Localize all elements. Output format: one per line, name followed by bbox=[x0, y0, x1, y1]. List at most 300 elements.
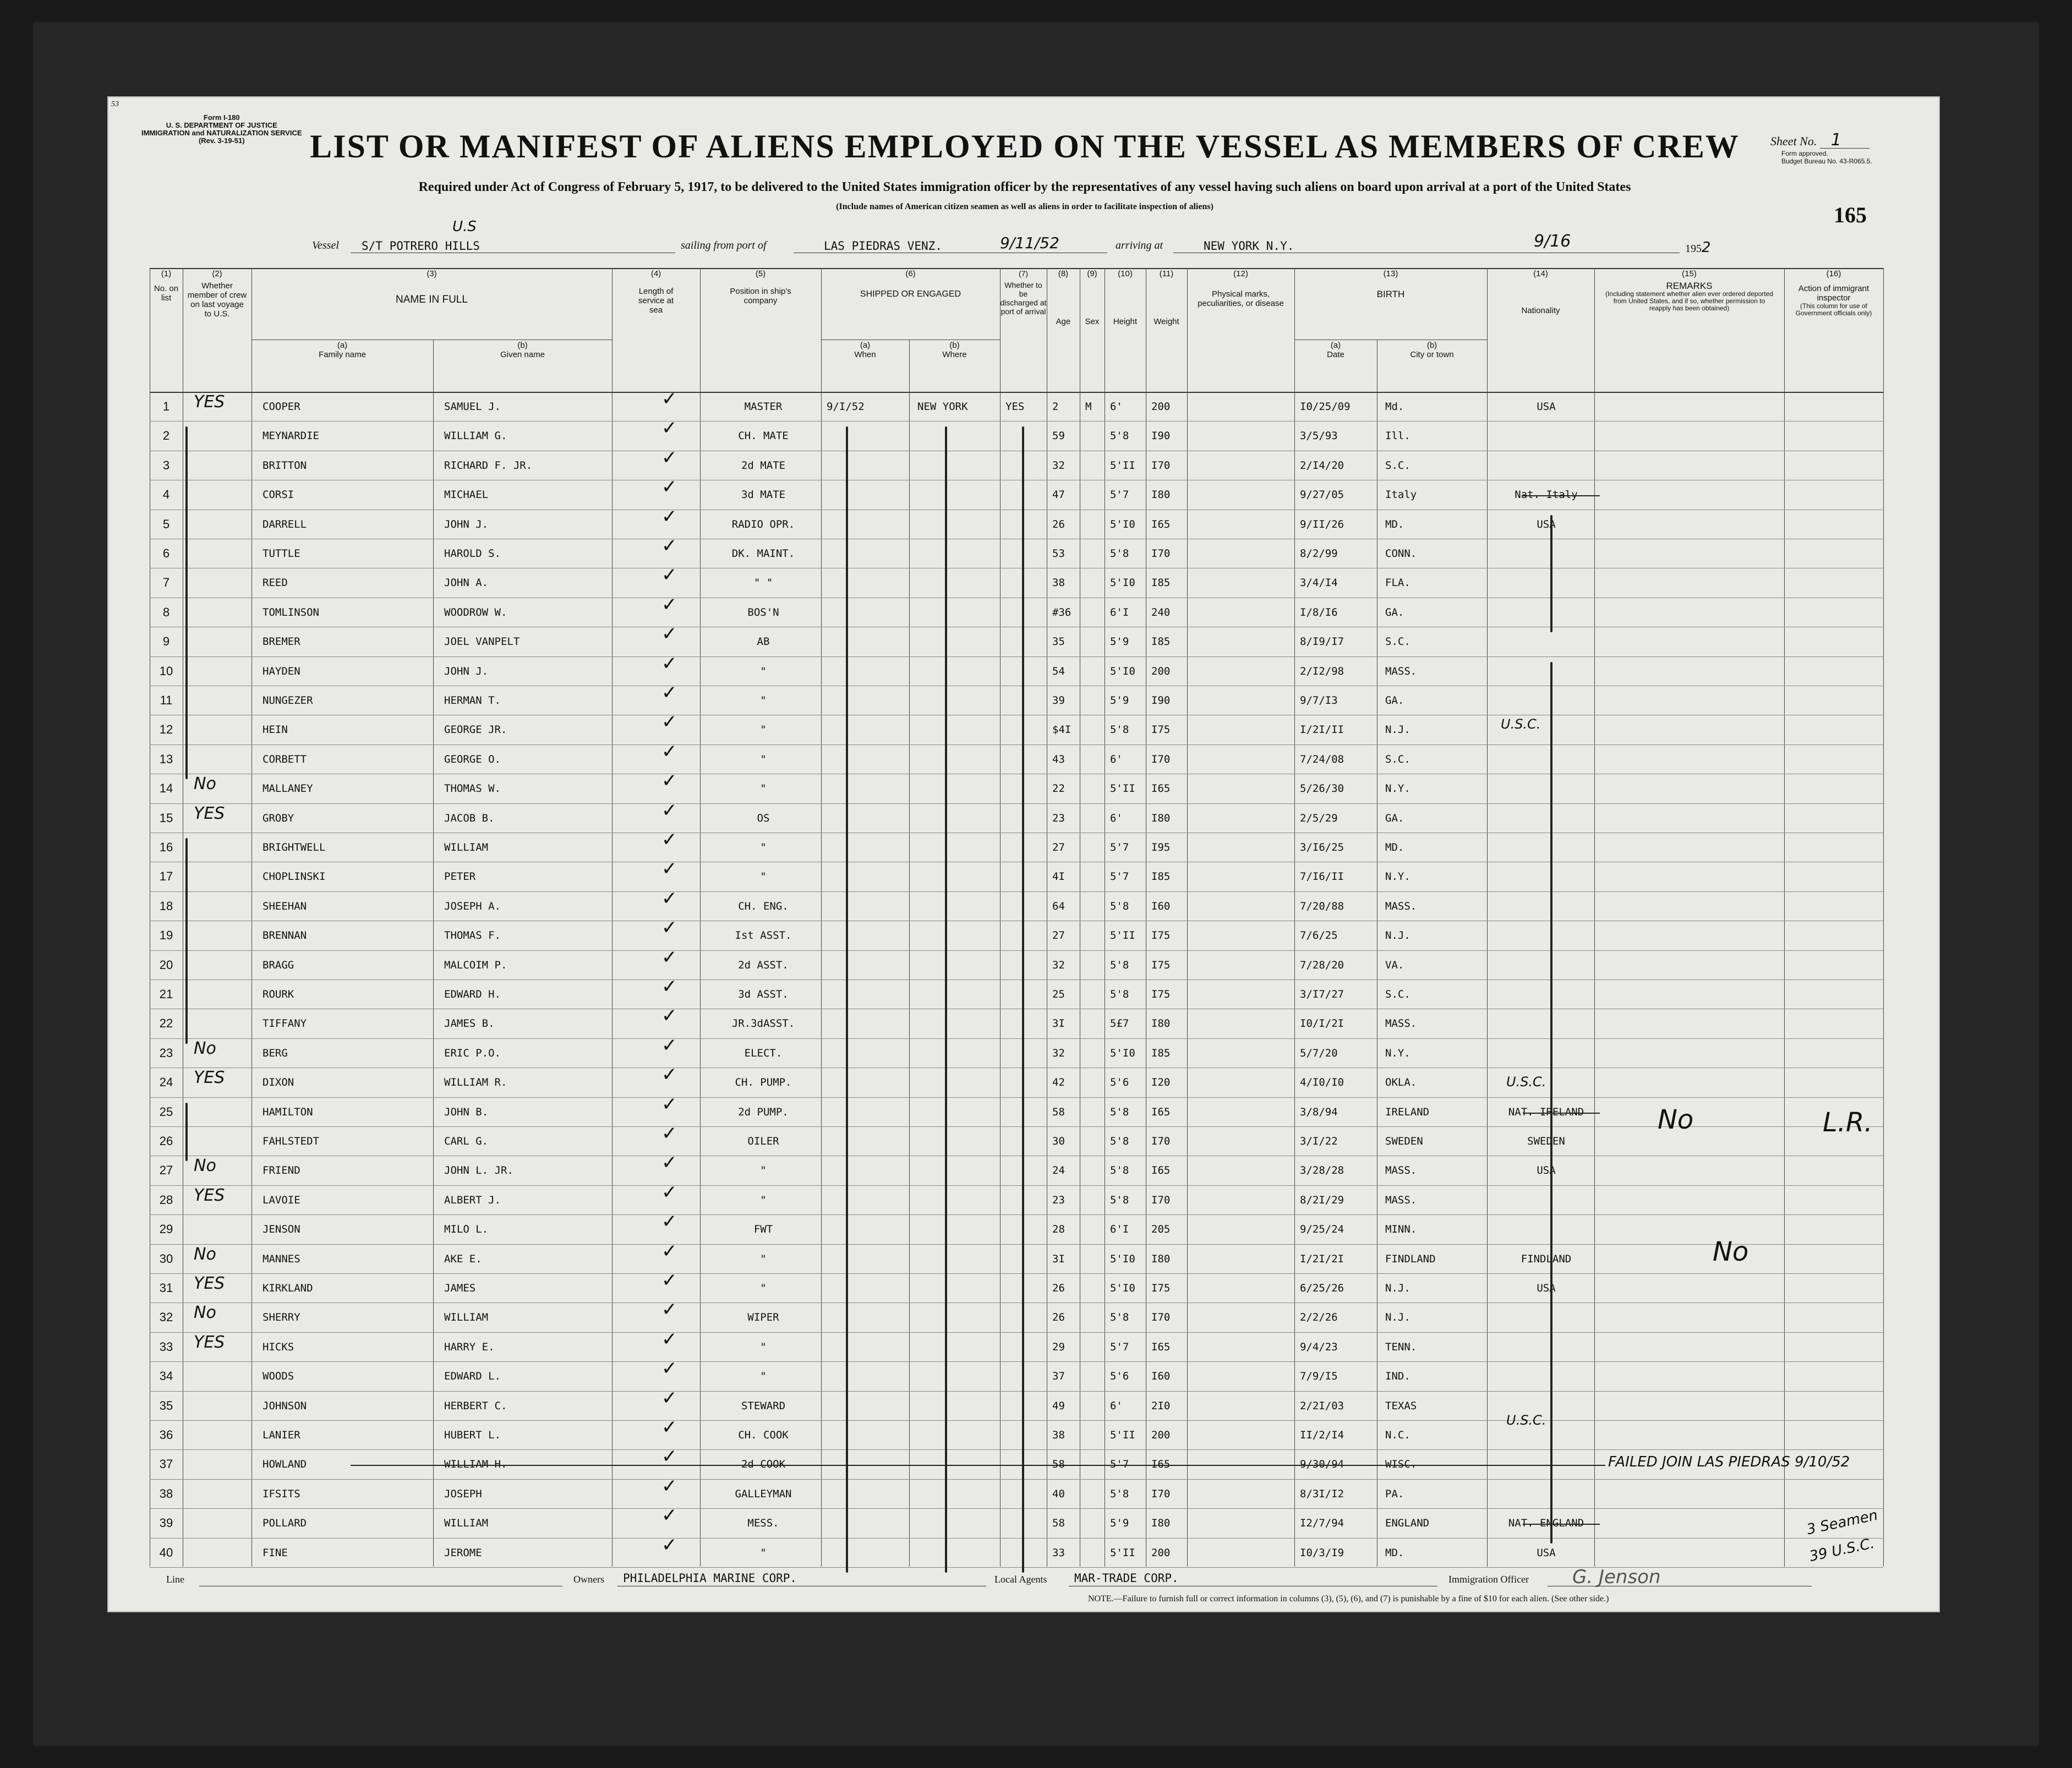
header-birth bbox=[1294, 269, 1487, 393]
row-rule bbox=[150, 1420, 1883, 1421]
cell-nat: NAT. IRELAND bbox=[1508, 1105, 1584, 1118]
cell-height: 5'8 bbox=[1110, 988, 1129, 1000]
cell-given: JOHN B. bbox=[444, 1105, 489, 1118]
cell-no: 21 bbox=[159, 987, 173, 1001]
cell-bcity: FINDLAND bbox=[1385, 1252, 1436, 1265]
cell-nat: USA bbox=[1537, 518, 1556, 530]
service-check-mark: ✓ bbox=[661, 1093, 677, 1115]
cell-no: 10 bbox=[159, 664, 173, 678]
cell-given: EDWARD H. bbox=[444, 988, 501, 1000]
owners: PHILADELPHIA MARINE CORP. bbox=[623, 1572, 797, 1585]
cell-given: HERBERT C. bbox=[444, 1399, 507, 1412]
cell-position: AB bbox=[757, 636, 770, 648]
header-text: Whether to be discharged at port of arrival bbox=[1000, 281, 1047, 316]
cell-bdate: 7/I6/II bbox=[1300, 871, 1344, 883]
officer-label: Immigration Officer bbox=[1448, 1574, 1529, 1585]
cell-family: CORBETT bbox=[263, 753, 307, 765]
cell-family: JOHNSON bbox=[263, 1399, 307, 1412]
cell-given: JOHN L. JR. bbox=[444, 1164, 513, 1177]
header-sub: (Including statement whether alien ever ordered deported from United States, and if so, whether permission to reapply has been obtained) bbox=[1605, 290, 1773, 312]
cell-nat: Nat. Italy bbox=[1515, 489, 1578, 501]
cell-given: JOSEPH A. bbox=[444, 900, 501, 912]
cell-age: 28 bbox=[1052, 1223, 1065, 1236]
cell-position: 2d PUMP. bbox=[738, 1105, 789, 1118]
cell-position: " bbox=[760, 694, 767, 707]
hamilton-nat-correction: U.S.C. bbox=[1506, 1074, 1546, 1090]
cell-position: " bbox=[760, 1340, 767, 1353]
cell-given: WOODROW W. bbox=[444, 606, 507, 618]
ditto-stroke bbox=[1550, 662, 1552, 1543]
cell-family: IFSITS bbox=[263, 1487, 300, 1500]
cell-bcity: MASS. bbox=[1385, 1194, 1417, 1206]
cell-age: 37 bbox=[1052, 1370, 1065, 1383]
cell-weight: I65 bbox=[1151, 1164, 1171, 1177]
service-check-mark: ✓ bbox=[661, 946, 677, 968]
header-num: (4) bbox=[650, 269, 661, 278]
cell-bdate: 4/I0/I0 bbox=[1300, 1076, 1344, 1089]
header-text: SHIPPED OR ENGAGED bbox=[860, 289, 961, 299]
cell-age: 32 bbox=[1052, 959, 1065, 971]
cell-height: 5'I0 bbox=[1110, 518, 1135, 530]
cell-age: 25 bbox=[1052, 988, 1065, 1000]
revision: (Rev. 3-19-51) bbox=[198, 136, 245, 145]
cell-no: 17 bbox=[159, 869, 173, 884]
subnote: (Include names of American citizen seamen as well as aliens in order to facilitate inspection of aliens) bbox=[836, 202, 1213, 211]
cell-position: MASTER bbox=[744, 401, 783, 413]
cell-height: 5'6 bbox=[1110, 1076, 1129, 1089]
cell-no: 3 bbox=[162, 458, 170, 472]
cell-position: " bbox=[760, 724, 767, 736]
cell-no: 35 bbox=[159, 1398, 173, 1413]
cell-age: 29 bbox=[1052, 1340, 1065, 1353]
cell-weight: I75 bbox=[1151, 988, 1171, 1000]
service-check-mark: ✓ bbox=[661, 1299, 677, 1321]
cell-height: 6' bbox=[1110, 1399, 1123, 1412]
cell-weight: 200 bbox=[1151, 665, 1171, 677]
pollard-nat-correction: U.S.C. bbox=[1506, 1413, 1546, 1428]
header-height bbox=[1105, 269, 1146, 393]
cell-bcity: ENGLAND bbox=[1385, 1517, 1430, 1530]
cell-position: RADIO OPR. bbox=[731, 518, 795, 530]
cell-position: FWT bbox=[753, 1223, 773, 1236]
cell-family: MALLANEY bbox=[263, 782, 313, 795]
cell-no: 15 bbox=[159, 811, 173, 825]
cell-position: CH. COOK bbox=[738, 1429, 789, 1441]
cell-given: WILLIAM bbox=[444, 841, 489, 853]
cell-family: LAVOIE bbox=[263, 1194, 300, 1206]
cell-given: THOMAS W. bbox=[444, 782, 501, 795]
cell-position: CH. MATE bbox=[738, 430, 789, 442]
cell-position: " bbox=[760, 1194, 767, 1206]
cell-given: CARL G. bbox=[444, 1135, 489, 1147]
page-number: 165 bbox=[1834, 202, 1867, 227]
cell-prev: No bbox=[194, 774, 216, 794]
header-discharged bbox=[1000, 269, 1047, 393]
cell-position: WIPER bbox=[747, 1311, 779, 1324]
sub-a: (a) bbox=[860, 341, 871, 350]
cell-weight: I70 bbox=[1151, 548, 1171, 560]
service-check-mark: ✓ bbox=[661, 535, 677, 557]
cell-bdate: I2/7/94 bbox=[1300, 1517, 1344, 1530]
page-title: LIST OR MANIFEST OF ALIENS EMPLOYED ON THE VESSEL AS MEMBERS OF CREW bbox=[310, 128, 1740, 165]
service-check-mark: ✓ bbox=[661, 1034, 677, 1057]
cell-prev: No bbox=[194, 1156, 216, 1176]
cell-sex: M bbox=[1085, 401, 1092, 413]
cell-family: JENSON bbox=[263, 1223, 300, 1236]
cell-family: FRIEND bbox=[263, 1164, 300, 1177]
cell-age: 39 bbox=[1052, 694, 1065, 707]
service-check-mark: ✓ bbox=[661, 1328, 677, 1350]
column-rule bbox=[909, 340, 910, 1567]
cell-position: OS bbox=[757, 812, 770, 824]
header-num: (15) bbox=[1682, 269, 1697, 278]
cell-bcity: Ill. bbox=[1385, 430, 1411, 442]
ditto-stroke bbox=[185, 838, 188, 1044]
cell-no: 8 bbox=[162, 605, 170, 619]
cell-position: STEWARD bbox=[741, 1399, 786, 1412]
service-check-mark: ✓ bbox=[661, 1475, 677, 1497]
header-num: (8) bbox=[1058, 269, 1069, 278]
cell-nat: SWEDEN bbox=[1527, 1135, 1565, 1147]
cell-prev: YES bbox=[194, 803, 225, 823]
sheet-label: Sheet No. bbox=[1770, 134, 1817, 148]
sub-b: (b) bbox=[1426, 341, 1437, 350]
service-check-mark: ✓ bbox=[661, 858, 677, 880]
cell-height: 6'I bbox=[1110, 1223, 1129, 1236]
cell-position: MESS. bbox=[747, 1517, 779, 1530]
cell-no: 6 bbox=[162, 546, 170, 560]
arriving-label: arriving at bbox=[1116, 239, 1163, 251]
row-rule bbox=[150, 392, 1883, 393]
bottom-note-seamen: 3 Seamen bbox=[1805, 1507, 1879, 1539]
row-rule bbox=[150, 1244, 1883, 1245]
cell-given: HUBERT L. bbox=[444, 1429, 501, 1441]
sheet-value: 1 bbox=[1830, 130, 1841, 150]
cell-height: 5£7 bbox=[1110, 1017, 1129, 1030]
cell-weight: 2I0 bbox=[1151, 1399, 1171, 1412]
cell-bcity: TENN. bbox=[1385, 1340, 1417, 1353]
cell-height: 5'I0 bbox=[1110, 577, 1135, 589]
cell-bdate: 2/5/29 bbox=[1300, 812, 1338, 824]
cell-position: CH. PUMP. bbox=[735, 1076, 792, 1089]
cell-nat: USA bbox=[1537, 1164, 1556, 1177]
budget-bureau: Budget Bureau No. 43-R065.5. bbox=[1781, 157, 1872, 165]
cell-weight: I70 bbox=[1151, 1135, 1171, 1147]
cell-given: JOHN J. bbox=[444, 665, 489, 677]
service-check-mark: ✓ bbox=[661, 887, 677, 910]
cell-height: 6' bbox=[1110, 401, 1123, 413]
cell-weight: I75 bbox=[1151, 929, 1171, 942]
cell-age: 59 bbox=[1052, 430, 1065, 442]
header-num: (9) bbox=[1087, 269, 1097, 278]
cell-age: 23 bbox=[1052, 1194, 1065, 1206]
cell-age: 64 bbox=[1052, 900, 1065, 912]
cell-weight: I65 bbox=[1151, 518, 1171, 530]
service-check-mark: ✓ bbox=[661, 1387, 677, 1409]
cell-height: 5'8 bbox=[1110, 959, 1129, 971]
service-check-mark: ✓ bbox=[661, 1064, 677, 1086]
cell-age: 40 bbox=[1052, 1487, 1065, 1500]
cell-age: 35 bbox=[1052, 636, 1065, 648]
cell-weight: I80 bbox=[1151, 1017, 1171, 1030]
cell-given: JAMES bbox=[444, 1282, 476, 1294]
cell-no: 19 bbox=[159, 928, 173, 943]
cell-weight: I75 bbox=[1151, 724, 1171, 736]
cell-bdate: 3/I6/25 bbox=[1300, 841, 1344, 853]
port-from: LAS PIEDRAS VENZ. bbox=[824, 239, 942, 253]
date-to: 9/16 bbox=[1534, 232, 1571, 251]
cell-family: POLLARD bbox=[263, 1517, 307, 1530]
cell-given: MICHAEL bbox=[444, 489, 489, 501]
header-num: (14) bbox=[1533, 269, 1548, 278]
service-check-mark: ✓ bbox=[661, 770, 677, 792]
cell-weight: 200 bbox=[1151, 401, 1171, 413]
cell-bcity: MD. bbox=[1385, 841, 1404, 853]
cell-prev: YES bbox=[194, 1332, 225, 1352]
officer-signature: G. Jenson bbox=[1572, 1566, 1661, 1588]
cell-height: 5'8 bbox=[1110, 1164, 1129, 1177]
cell-weight: I65 bbox=[1151, 782, 1171, 795]
cell-family: ROURK bbox=[263, 988, 294, 1000]
cell-weight: I70 bbox=[1151, 1487, 1171, 1500]
cell-bcity: GA. bbox=[1385, 606, 1404, 618]
cell-bdate: 5/7/20 bbox=[1300, 1047, 1338, 1059]
row-rule bbox=[150, 421, 1883, 422]
cell-height: 6' bbox=[1110, 812, 1123, 824]
cell-age: 53 bbox=[1052, 548, 1065, 560]
cell-bcity: GA. bbox=[1385, 812, 1404, 824]
cell-age: 49 bbox=[1052, 1399, 1065, 1412]
row-rule bbox=[150, 979, 1883, 980]
cell-age: 33 bbox=[1052, 1546, 1065, 1559]
cell-bcity: PA. bbox=[1385, 1487, 1404, 1500]
cell-weight: I80 bbox=[1151, 1517, 1171, 1530]
cell-age: 26 bbox=[1052, 518, 1065, 530]
cell-given: WILLIAM R. bbox=[444, 1076, 507, 1089]
cell-bcity: N.Y. bbox=[1385, 782, 1411, 795]
cell-weight: I70 bbox=[1151, 1311, 1171, 1324]
header-text: Nationality bbox=[1521, 306, 1560, 315]
cell-bdate: 9/4/23 bbox=[1300, 1340, 1338, 1353]
cell-no: 40 bbox=[159, 1545, 173, 1559]
cell-given: ALBERT J. bbox=[444, 1194, 501, 1206]
inspector-initials: L.R. bbox=[1823, 1107, 1873, 1138]
cell-given: WILLIAM bbox=[444, 1311, 489, 1324]
subtitle: Required under Act of Congress of February 5, 1917, to be delivered to the United States immigration officer by the representatives of any vessel having such aliens on board upon arrival at a port of the United States bbox=[418, 180, 1631, 194]
cell-no: 2 bbox=[162, 429, 170, 443]
remark-no: No bbox=[1658, 1104, 1694, 1135]
cell-bcity: IND. bbox=[1385, 1370, 1411, 1383]
service-check-mark: ✓ bbox=[661, 623, 677, 645]
service-check-mark: ✓ bbox=[661, 740, 677, 763]
header-text: Age bbox=[1056, 317, 1071, 326]
cell-age: 47 bbox=[1052, 489, 1065, 501]
service-check-mark: ✓ bbox=[661, 976, 677, 998]
cell-bdate: 6/25/26 bbox=[1300, 1282, 1344, 1294]
cell-prev: No bbox=[194, 1038, 216, 1058]
strike-through bbox=[1523, 1524, 1600, 1525]
cell-bdate: 9/II/26 bbox=[1300, 518, 1344, 530]
cell-position: " bbox=[760, 1282, 767, 1294]
remark-no: No bbox=[1713, 1236, 1749, 1267]
cell-no: 1 bbox=[162, 399, 170, 413]
cell-family: CHOPLINSKI bbox=[263, 871, 326, 883]
cell-family: BERG bbox=[263, 1047, 288, 1059]
cell-position: BOS'N bbox=[747, 606, 779, 618]
cell-no: 20 bbox=[159, 957, 173, 972]
cell-family: DIXON bbox=[263, 1076, 294, 1089]
header-num: (2) bbox=[212, 269, 222, 278]
cell-nat: FINDLAND bbox=[1521, 1252, 1572, 1265]
cell-given: JAMES B. bbox=[444, 1017, 495, 1030]
sub-a-text: When bbox=[854, 350, 876, 359]
row-rule bbox=[150, 1038, 1883, 1039]
cell-age: 42 bbox=[1052, 1076, 1065, 1089]
cell-bdate: 3/5/93 bbox=[1300, 430, 1338, 442]
cell-bdate: I/2I/2I bbox=[1300, 1252, 1344, 1265]
header-service bbox=[612, 269, 700, 393]
row-rule bbox=[150, 1361, 1883, 1362]
year-prefix: 195 bbox=[1685, 243, 1702, 255]
vessel-label: Vessel bbox=[312, 239, 339, 251]
cell-family: KIRKLAND bbox=[263, 1282, 313, 1294]
header-num: (11) bbox=[1159, 269, 1174, 278]
cell-position: " bbox=[760, 841, 767, 853]
row-rule bbox=[150, 1538, 1883, 1539]
cell-height: 5'II bbox=[1110, 929, 1135, 942]
sailing-label: sailing from port of bbox=[681, 239, 767, 251]
header-text: Action of immigrant inspector bbox=[1798, 284, 1869, 303]
cell-given: JOSEPH bbox=[444, 1487, 482, 1500]
cell-given: JACOB B. bbox=[444, 812, 495, 824]
cell-no: 29 bbox=[159, 1222, 173, 1236]
header-num: (10) bbox=[1118, 269, 1133, 278]
row-rule bbox=[150, 1391, 1883, 1392]
cell-height: 5'I0 bbox=[1110, 1252, 1135, 1265]
cell-age: $4I bbox=[1052, 724, 1071, 736]
cell-bdate: 7/6/25 bbox=[1300, 929, 1338, 942]
cell-no: 26 bbox=[159, 1134, 173, 1148]
cell-given: MILO L. bbox=[444, 1223, 489, 1236]
cell-position: " bbox=[760, 665, 767, 677]
manifest-sheet bbox=[107, 96, 1940, 1612]
cell-no: 30 bbox=[159, 1251, 173, 1266]
sub-b: (b) bbox=[949, 341, 960, 350]
sheet-number bbox=[1770, 130, 1841, 150]
column-rule bbox=[1294, 268, 1295, 1567]
cell-bcity: S.C. bbox=[1385, 753, 1411, 765]
cell-position: 3d ASST. bbox=[738, 988, 789, 1000]
strike-through bbox=[1523, 1113, 1600, 1114]
cell-no: 18 bbox=[159, 899, 173, 913]
header-position bbox=[700, 269, 821, 393]
service-check-mark: ✓ bbox=[661, 1240, 677, 1262]
cell-weight: I70 bbox=[1151, 459, 1171, 472]
cell-bdate: 7/9/I5 bbox=[1300, 1370, 1338, 1383]
header-remarks bbox=[1594, 269, 1784, 393]
header-prev-voyage bbox=[183, 269, 252, 393]
service-check-mark: ✓ bbox=[661, 388, 677, 410]
column-rule bbox=[700, 268, 701, 1567]
row-rule bbox=[150, 1332, 1883, 1333]
cell-bdate: 3/4/I4 bbox=[1300, 577, 1338, 589]
header-marks bbox=[1187, 269, 1294, 393]
port-to: NEW YORK N.Y. bbox=[1204, 239, 1294, 253]
cell-height: 5'9 bbox=[1110, 694, 1129, 707]
header-text: Physical marks, peculiarities, or disease bbox=[1198, 289, 1284, 308]
cell-when: 9/I/52 bbox=[827, 401, 865, 413]
cell-bcity: MASS. bbox=[1385, 1017, 1417, 1030]
line-label: Line bbox=[166, 1574, 184, 1585]
cell-family: HEIN bbox=[263, 724, 288, 736]
agents: MAR-TRADE CORP. bbox=[1074, 1572, 1179, 1585]
cell-family: TIFFANY bbox=[263, 1017, 307, 1030]
cell-age: 30 bbox=[1052, 1135, 1065, 1147]
row-rule bbox=[150, 1273, 1883, 1274]
cell-given: WILLIAM H. bbox=[444, 1458, 507, 1471]
service-check-mark: ✓ bbox=[661, 1504, 677, 1527]
cell-age: 43 bbox=[1052, 753, 1065, 765]
cell-height: 5'7 bbox=[1110, 1340, 1129, 1353]
cell-given: HERMAN T. bbox=[444, 694, 501, 707]
cell-no: 24 bbox=[159, 1075, 173, 1090]
header-sex bbox=[1080, 269, 1105, 393]
cell-weight: I75 bbox=[1151, 959, 1171, 971]
cell-given: HAROLD S. bbox=[444, 548, 501, 560]
cell-height: 5'II bbox=[1110, 1429, 1135, 1441]
cell-family: NUNGEZER bbox=[263, 694, 313, 707]
header-num: (16) bbox=[1826, 269, 1841, 278]
cell-height: 5'I0 bbox=[1110, 1282, 1135, 1294]
cell-no: 16 bbox=[159, 840, 173, 854]
cell-bcity: N.J. bbox=[1385, 929, 1411, 942]
ditto-stroke bbox=[945, 426, 947, 1573]
header-text: Height bbox=[1113, 317, 1138, 326]
cell-no: 31 bbox=[159, 1281, 173, 1295]
cell-position: DK. MAINT. bbox=[731, 548, 795, 560]
cell-family: HAYDEN bbox=[263, 665, 300, 677]
ditto-stroke bbox=[185, 426, 188, 779]
cell-position: " bbox=[760, 1546, 767, 1559]
cell-age: #36 bbox=[1052, 606, 1071, 618]
cell-weight: I60 bbox=[1151, 900, 1171, 912]
year-suffix: 2 bbox=[1702, 239, 1711, 256]
approval-text: Form approved. bbox=[1781, 150, 1828, 157]
cell-where: NEW YORK bbox=[917, 401, 968, 413]
cell-bdate: 2/I2/98 bbox=[1300, 665, 1344, 677]
cell-given: JOEL VANPELT bbox=[444, 636, 520, 648]
cell-weight: I65 bbox=[1151, 1340, 1171, 1353]
cell-weight: 240 bbox=[1151, 606, 1171, 618]
bottom-note-usc: 39 U.S.C. bbox=[1808, 1535, 1876, 1566]
cell-position: 2d COOK bbox=[741, 1458, 786, 1471]
cell-weight: I85 bbox=[1151, 636, 1171, 648]
cell-no: 12 bbox=[159, 722, 173, 737]
cell-family: REED bbox=[263, 577, 288, 589]
header-text: REMARKS bbox=[1666, 281, 1713, 291]
service-check-mark: ✓ bbox=[661, 711, 677, 734]
row-rule bbox=[150, 1508, 1883, 1509]
cell-prev: YES bbox=[194, 392, 225, 412]
service-check-mark: ✓ bbox=[661, 476, 677, 499]
column-rule bbox=[1487, 268, 1488, 1567]
cell-nat: USA bbox=[1537, 1546, 1556, 1559]
cell-bcity: MASS. bbox=[1385, 900, 1417, 912]
cell-bcity: MD. bbox=[1385, 1546, 1404, 1559]
cell-bcity: Md. bbox=[1385, 401, 1404, 413]
cell-position: " bbox=[760, 1370, 767, 1383]
cell-bcity: N.Y. bbox=[1385, 1047, 1411, 1059]
